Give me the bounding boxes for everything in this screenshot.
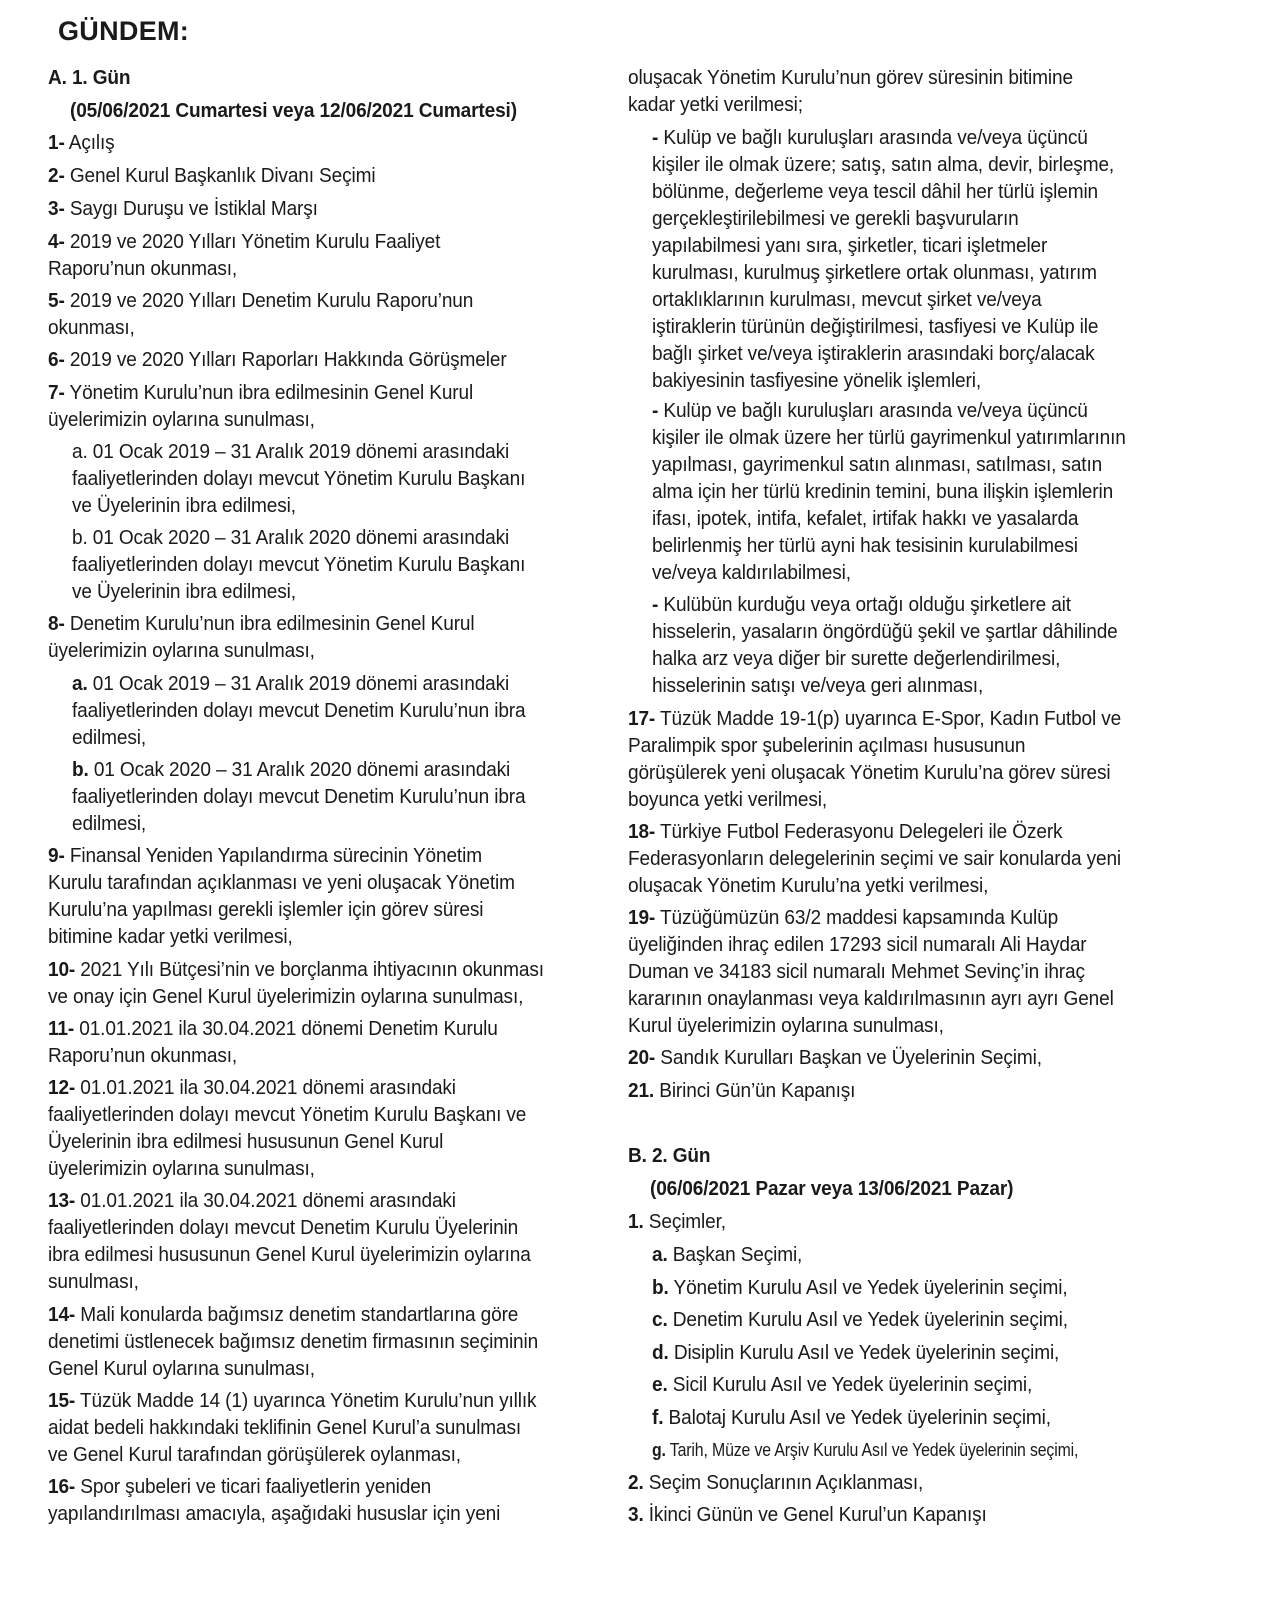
agenda-item-16 — [48, 1474, 431, 1500]
sub-item-label: a. — [72, 672, 88, 695]
agenda-sub-item — [652, 260, 1097, 286]
item-text: bitimine kadar yetki verilmesi, — [48, 925, 293, 948]
item-text: 2019 ve 2020 Yılları Raporları Hakkında Görüşmeler — [69, 348, 507, 371]
item-text: Kurul üyelerimizin oylarına sunulması, — [628, 1014, 944, 1037]
agenda-sub-item — [72, 811, 146, 837]
sub-item-text: Sicil Kurulu Asıl ve Yedek üyelerinin seçimi, — [672, 1373, 1033, 1396]
item-text: Paralimpik spor şubelerinin açılması hususunun — [628, 734, 1026, 757]
agenda-sub-item — [652, 398, 1088, 424]
agenda-sub-item — [652, 506, 1078, 532]
sub-item-text: halka arz veya diğer bir surette değerlendirilmesi, — [652, 647, 1061, 670]
agenda-item-10 — [48, 984, 523, 1010]
agenda-item-17 — [628, 706, 1121, 732]
item-number: 4- — [48, 230, 65, 253]
sub-item-text: bakiyesinin tasfiyesine yönelik işlemleri, — [652, 369, 981, 392]
item-number: 3. — [628, 1503, 644, 1526]
item-number: 9- — [48, 844, 65, 867]
item-text: İkinci Günün ve Genel Kurul’un Kapanışı — [648, 1503, 987, 1526]
day-heading: B. 2. Gün — [628, 1144, 711, 1167]
day2-dates — [650, 1176, 1013, 1202]
item-text: üyelerimizin oylarına sunulması, — [48, 639, 315, 662]
item-text: Tüzük Madde 19-1(p) uyarınca E-Spor, Kadın Futbol ve — [659, 707, 1122, 730]
item-text: Sandık Kurulları Başkan ve Üyelerinin Seçimi, — [660, 1046, 1042, 1069]
agenda-item-14 — [48, 1356, 315, 1382]
item-number: 10- — [48, 958, 76, 981]
sub-item-label: a. — [72, 440, 88, 463]
sub-item-label: b. — [72, 758, 89, 781]
agenda-sub-item — [652, 479, 1113, 505]
sub-item-text: Denetim Kurulu Asıl ve Yedek üyelerinin seçimi, — [672, 1308, 1068, 1331]
agenda-sub-item — [652, 125, 1088, 151]
item-text: Raporu’nun okunması, — [48, 1044, 238, 1067]
sub-item-text: bağlı şirket ve/veya iştiraklerin arasındaki borç/alacak — [652, 342, 1095, 365]
agenda-item-17 — [628, 760, 1111, 786]
item-text: Mali konularda bağımsız denetim standartlarına göre — [80, 1303, 519, 1326]
sub-item-label: g. — [652, 1440, 666, 1460]
agenda-sub-item — [652, 368, 981, 394]
item-text: ve Genel Kurul tarafından görüşülerek oylanması, — [48, 1443, 461, 1466]
item-text: oluşacak Yönetim Kurulu’nun görev süresinin bitimine — [628, 66, 1073, 89]
agenda-item-15 — [48, 1415, 521, 1441]
agenda-sub-item — [652, 452, 1102, 478]
agenda-item-11 — [48, 1043, 237, 1069]
agenda-sub-item — [652, 646, 1060, 672]
sub-item-text: kişiler ile olmak üzere her türlü gayrimenkul yatırımlarının — [652, 426, 1126, 449]
sub-item-text: hisselerin, yasaların öngördüğü şekil ve şartlar dâhilinde — [652, 620, 1118, 643]
item-number: 8- — [48, 612, 65, 635]
agenda-item-13 — [48, 1215, 518, 1241]
agenda-sub-item — [72, 725, 146, 751]
item-text: üyeliğinden ihraç edilen 17293 sicil numaralı Ali Haydar — [628, 933, 1087, 956]
agenda-day2-sub-item — [652, 1307, 1068, 1333]
item-text: 01.01.2021 ila 30.04.2021 dönemi arasındaki — [80, 1076, 456, 1099]
agenda-item-7 — [48, 407, 315, 433]
item-text: kadar yetki verilmesi; — [628, 93, 803, 116]
item-text: aidat bedeli hakkındaki teklifinin Genel Kurul’a sunulması — [48, 1416, 522, 1439]
agenda-item-11 — [48, 1016, 498, 1042]
sub-item-text: Disiplin Kurulu Asıl ve Yedek üyelerinin seçimi, — [673, 1341, 1060, 1364]
item-number: 3- — [48, 197, 65, 220]
agenda-item-7 — [48, 380, 473, 406]
item-number: 21. — [628, 1079, 655, 1102]
agenda-item-19 — [628, 932, 1086, 958]
item-text: yapılandırılması amacıyla, aşağıdaki hususlar için yeni — [48, 1502, 501, 1525]
agenda-item-5 — [48, 315, 135, 341]
item-text: Birinci Gün’ün Kapanışı — [659, 1079, 856, 1102]
agenda-item-9 — [48, 924, 293, 950]
agenda-day2-item-1 — [628, 1209, 726, 1235]
agenda-item-9 — [48, 897, 483, 923]
sub-item-text: Tarih, Müze ve Arşiv Kurulu Asıl ve Yedek üyelerinin seçimi, — [669, 1440, 1079, 1460]
agenda-item-12 — [48, 1156, 315, 1182]
agenda-item-1 — [48, 130, 115, 156]
agenda-item-21 — [628, 1078, 855, 1104]
agenda-item-13 — [48, 1242, 531, 1268]
sub-item-text: Kulübün kurduğu veya ortağı olduğu şirketlere ait — [663, 593, 1071, 616]
item-text: Tüzüğümüzün 63/2 maddesi kapsamında Kulüp — [659, 906, 1059, 929]
item-text: Açılış — [68, 131, 115, 154]
agenda-item-9 — [48, 870, 515, 896]
agenda-day2-item-2 — [628, 1470, 923, 1496]
agenda-item-4 — [48, 256, 237, 282]
item-text: Spor şubeleri ve ticari faaliyetlerin yeniden — [80, 1475, 432, 1498]
sub-item-text: faaliyetlerinden dolayı mevcut Yönetim Kurulu Başkanı — [72, 553, 526, 576]
agenda-sub-item — [652, 233, 1047, 259]
agenda-item-19 — [628, 1013, 944, 1039]
agenda-item-19 — [628, 905, 1058, 931]
sub-item-text: alma için her türlü kredinin temini, buna ilişkin işlemlerin — [652, 480, 1114, 503]
agenda-sub-item — [72, 784, 525, 810]
item-text: Kurulu’na yapılması gerekli işlemler için görev süresi — [48, 898, 484, 921]
item-number: 13- — [48, 1189, 76, 1212]
agenda-item-16 — [628, 92, 803, 118]
sub-item-label: f. — [652, 1406, 664, 1429]
sub-item-label: a. — [652, 1243, 668, 1266]
item-text: Genel Kurul Başkanlık Divanı Seçimi — [69, 164, 376, 187]
item-number: 5- — [48, 289, 65, 312]
agenda-item-18 — [628, 873, 988, 899]
sub-item-text: gerçekleştirilebilmesi ve gerekli başvuruların — [652, 207, 1019, 230]
agenda-item-19 — [628, 959, 1085, 985]
item-number: 20- — [628, 1046, 656, 1069]
sub-item-text: 01 Ocak 2019 – 31 Aralık 2019 dönemi arasındaki — [92, 440, 510, 463]
item-text: üyelerimizin oylarına sunulması, — [48, 1157, 315, 1180]
sub-item-text: yapılması, gayrimenkul satın alınması, satılması, satın — [652, 453, 1103, 476]
sub-item-text: bölünme, değerleme veya tescil dâhil her türlü işlemin — [652, 180, 1099, 203]
agenda-sub-item — [72, 439, 509, 465]
agenda-item-18 — [628, 846, 1121, 872]
agenda-sub-item — [652, 673, 983, 699]
agenda-item-14 — [48, 1302, 518, 1328]
item-number: 16- — [48, 1475, 76, 1498]
item-text: görüşülerek yeni oluşacak Yönetim Kurulu’na görev süresi — [628, 761, 1111, 784]
item-number: 18- — [628, 820, 656, 843]
item-text: kararının onaylanması veya kaldırılmasının ayrı ayrı Genel — [628, 987, 1114, 1010]
agenda-item-15 — [48, 1388, 536, 1414]
item-text: Genel Kurul oylarına sunulması, — [48, 1357, 315, 1380]
agenda-sub-item — [652, 619, 1118, 645]
sub-item-text: edilmesi, — [72, 812, 146, 835]
agenda-item-14 — [48, 1329, 538, 1355]
agenda-item-10 — [48, 957, 544, 983]
item-text: Duman ve 34183 sicil numaralı Mehmet Sevinç’in ihraç — [628, 960, 1085, 983]
item-text: Seçimler, — [648, 1210, 726, 1233]
sub-item-text: hisselerinin satışı ve/veya geri alınması, — [652, 674, 984, 697]
item-text: üyelerimizin oylarına sunulması, — [48, 408, 315, 431]
item-text: ve onay için Genel Kurul üyelerimizin oylarına sunulması, — [48, 985, 524, 1008]
item-text: 2021 Yılı Bütçesi’nin ve borçlanma ihtiyacının okunması — [80, 958, 544, 981]
agenda-item-17 — [628, 733, 1025, 759]
agenda-sub-item — [72, 493, 296, 519]
item-text: faaliyetlerinden dolayı mevcut Denetim Kurulu Üyelerinin — [48, 1216, 519, 1239]
sub-item-text: faaliyetlerinden dolayı mevcut Yönetim Kurulu Başkanı — [72, 467, 526, 490]
day1-dates — [70, 98, 517, 124]
item-text: Denetim Kurulu’nun ibra edilmesinin Genel Kurul — [69, 612, 475, 635]
agenda-item-20 — [628, 1045, 1042, 1071]
agenda-item-2 — [48, 163, 375, 189]
sub-item-text: Başkan Seçimi, — [672, 1243, 803, 1266]
agenda-sub-item — [72, 552, 525, 578]
agenda-day2-sub-item — [652, 1372, 1032, 1398]
item-text: oluşacak Yönetim Kurulu’na yetki verilmesi, — [628, 874, 989, 897]
sub-item-text: iştiraklerin türünün değiştirilmesi, tasfiyesi ve Kulüp ile — [652, 315, 1099, 338]
agenda-item-17 — [628, 787, 827, 813]
agenda-sub-item — [72, 466, 525, 492]
item-text: Raporu’nun okunması, — [48, 257, 238, 280]
sub-item-text: ve Üyelerinin ibra edilmesi, — [72, 494, 296, 517]
sub-item-text: kişiler ile olmak üzere; satış, satın alma, devir, birleşme, — [652, 153, 1115, 176]
item-number: 7- — [48, 381, 65, 404]
agenda-sub-item — [652, 152, 1114, 178]
item-number: 2- — [48, 164, 65, 187]
sub-item-text: Kulüp ve bağlı kuruluşları arasında ve/veya üçüncü — [663, 126, 1088, 149]
item-number: 6- — [48, 348, 65, 371]
sub-item-text: faaliyetlerinden dolayı mevcut Denetim Kurulu’nun ibra — [72, 785, 526, 808]
item-text: Federasyonların delegelerinin seçimi ve sair konularda yeni — [628, 847, 1122, 870]
agenda-item-16 — [628, 65, 1073, 91]
item-number: 19- — [628, 906, 656, 929]
day1-heading — [48, 65, 130, 91]
sub-item-label: b. — [72, 526, 88, 549]
sub-item-label: b. — [652, 1276, 669, 1299]
bullet-dash: - — [652, 593, 659, 616]
item-number: 12- — [48, 1076, 76, 1099]
agenda-sub-item — [652, 341, 1095, 367]
item-text: 2019 ve 2020 Yılları Denetim Kurulu Raporu’nun — [69, 289, 474, 312]
agenda-sub-item — [72, 525, 509, 551]
agenda-item-13 — [48, 1188, 456, 1214]
agenda-day2-item-3 — [628, 1502, 987, 1528]
sub-item-text: yapılabilmesi yanı sıra, şirketler, ticari işletmeler — [652, 234, 1048, 257]
agenda-sub-item — [72, 757, 510, 783]
item-text: 01.01.2021 ila 30.04.2021 dönemi arasındaki — [80, 1189, 456, 1212]
item-number: 14- — [48, 1303, 76, 1326]
agenda-item-12 — [48, 1075, 456, 1101]
day-dates: (06/06/2021 Pazar veya 13/06/2021 Pazar) — [650, 1177, 1014, 1200]
agenda-item-15 — [48, 1442, 461, 1468]
sub-item-text: ve/veya kaldırılabilmesi, — [652, 561, 851, 584]
agenda-sub-item — [652, 314, 1098, 340]
agenda-item-5 — [48, 288, 473, 314]
sub-item-text: kurulması, kurulmuş şirketlere ortak olunması, yatırım — [652, 261, 1097, 284]
agenda-item-4 — [48, 229, 440, 255]
item-text: Saygı Duruşu ve İstiklal Marşı — [69, 197, 318, 220]
sub-item-text: edilmesi, — [72, 726, 146, 749]
sub-item-text: ifası, ipotek, intifa, kefalet, irtifak hakkı ve yasalarda — [652, 507, 1079, 530]
agenda-day2-sub-item — [652, 1437, 1078, 1463]
agenda-item-18 — [628, 819, 1062, 845]
agenda-item-8 — [48, 638, 315, 664]
agenda-item-8 — [48, 611, 474, 637]
item-number: 15- — [48, 1389, 76, 1412]
agenda-title: GÜNDEM: — [58, 16, 190, 46]
item-text: Türkiye Futbol Federasyonu Delegeleri ile Özerk — [659, 820, 1063, 843]
sub-item-label: d. — [652, 1341, 669, 1364]
item-text: boyunca yetki verilmesi, — [628, 788, 828, 811]
agenda-sub-item — [72, 579, 296, 605]
sub-item-text: Balotaj Kurulu Asıl ve Yedek üyelerinin seçimi, — [668, 1406, 1051, 1429]
agenda-item-3 — [48, 196, 318, 222]
agenda-item-12 — [48, 1129, 443, 1155]
item-text: faaliyetlerinden dolayı mevcut Yönetim Kurulu Başkanı ve — [48, 1103, 527, 1126]
item-text: 01.01.2021 ila 30.04.2021 dönemi Denetim Kurulu — [79, 1017, 498, 1040]
item-text: denetimi üstlenecek bağımsız denetim firmasının seçiminin — [48, 1330, 539, 1353]
agenda-day2-sub-item — [652, 1340, 1059, 1366]
sub-item-text: ve Üyelerinin ibra edilmesi, — [72, 580, 296, 603]
agenda-day2-sub-item — [652, 1275, 1068, 1301]
item-number: 1. — [628, 1210, 644, 1233]
item-text: Yönetim Kurulu’nun ibra edilmesinin Genel Kurul — [69, 381, 474, 404]
agenda-item-13 — [48, 1269, 139, 1295]
item-text: Kurulu tarafından açıklanması ve yeni oluşacak Yönetim — [48, 871, 515, 894]
sub-item-label: c. — [652, 1308, 668, 1331]
agenda-sub-item — [652, 206, 1019, 232]
item-text: Seçim Sonuçlarının Açıklanması, — [648, 1471, 924, 1494]
agenda-sub-item — [652, 179, 1098, 205]
sub-item-label: e. — [652, 1373, 668, 1396]
agenda-sub-item — [652, 287, 1042, 313]
agenda-item-6 — [48, 347, 507, 373]
agenda-sub-item — [652, 592, 1071, 618]
item-text: okunması, — [48, 316, 135, 339]
agenda-day2-sub-item — [652, 1405, 1051, 1431]
day-heading: A. 1. Gün — [48, 66, 131, 89]
agenda-item-12 — [48, 1102, 526, 1128]
agenda-item-19 — [628, 986, 1114, 1012]
agenda-sub-item — [652, 425, 1126, 451]
sub-item-text: 01 Ocak 2019 – 31 Aralık 2019 dönemi arasındaki — [92, 672, 510, 695]
item-text: Tüzük Madde 14 (1) uyarınca Yönetim Kurulu’nun yıllık — [79, 1389, 537, 1412]
item-text: ibra edilmesi hususunun Genel Kurul üyelerimizin oylarına — [48, 1243, 531, 1266]
bullet-dash: - — [652, 126, 659, 149]
day-dates: (05/06/2021 Cumartesi veya 12/06/2021 Cumartesi) — [70, 99, 517, 122]
item-text: 2019 ve 2020 Yılları Yönetim Kurulu Faaliyet — [69, 230, 441, 253]
agenda-day2-sub-item — [652, 1242, 802, 1268]
agenda-sub-item — [72, 698, 525, 724]
sub-item-text: 01 Ocak 2020 – 31 Aralık 2020 dönemi arasındaki — [92, 526, 510, 549]
bullet-dash: - — [652, 399, 659, 422]
agenda-sub-item — [72, 671, 509, 697]
agenda-item-9 — [48, 843, 482, 869]
item-number: 11- — [48, 1017, 75, 1040]
day2-heading — [628, 1143, 710, 1169]
sub-item-text: ortaklıklarının kurulması, mevcut şirket ve/veya — [652, 288, 1042, 311]
agenda-sub-item — [652, 560, 851, 586]
item-number: 17- — [628, 707, 656, 730]
item-number: 1- — [48, 131, 65, 154]
item-number: 2. — [628, 1471, 644, 1494]
item-text: sunulması, — [48, 1270, 139, 1293]
item-text: Üyelerinin ibra edilmesi hususunun Genel Kurul — [48, 1130, 444, 1153]
item-text: Finansal Yeniden Yapılandırma sürecinin Yönetim — [69, 844, 482, 867]
agenda-sub-item — [652, 533, 1078, 559]
sub-item-text: faaliyetlerinden dolayı mevcut Denetim Kurulu’nun ibra — [72, 699, 526, 722]
sub-item-text: Yönetim Kurulu Asıl ve Yedek üyelerinin seçimi, — [673, 1276, 1068, 1299]
sub-item-text: 01 Ocak 2020 – 31 Aralık 2020 dönemi arasındaki — [93, 758, 511, 781]
sub-item-text: Kulüp ve bağlı kuruluşları arasında ve/veya üçüncü — [663, 399, 1088, 422]
sub-item-text: belirlenmiş her türlü ayni hak tesisinin kurulabilmesi — [652, 534, 1078, 557]
agenda-item-16 — [48, 1501, 500, 1527]
